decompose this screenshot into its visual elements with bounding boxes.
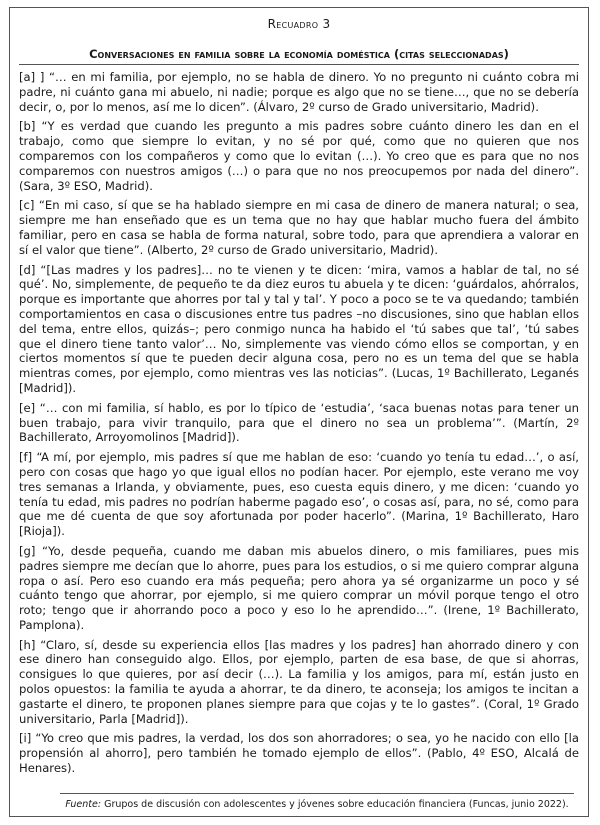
quote-list [19,70,579,776]
quote-i: [i] “Yo creo que mis padres, la verdad, los dos son ahorradores; o sea, yo he nacido con ello [la propensión al ahorro], pero también he tomado ejemplo de ellos”. (Pablo, 4º ESO, Alcalá de Henares). [19,731,579,776]
title-divider [19,64,579,65]
source-note [60,793,574,810]
quote-c: [c] “En mi caso, sí que se ha hablado siempre en mi casa de dinero de manera natural; o sea, siempre me han enseñado que es un tema que no hay que hablar mucho fuera del ámbito familiar, pero en casa se habla de forma natural, sobre todo, para que aprendiera a valorar en sí el valor que tiene”. (Alberto, 2º curso de Grado universitario, Madrid). [19,198,579,257]
quote-d: [d] “[Las madres y los padres]… no te vienen y te dicen: ‘mira, vamos a hablar de tal, no sé qué’. No, simplemente, de pequeño te da diez euros tu abuela y te dicen: ‘guárdalos, ahórralos, porque es importante que ahorres por tal y tal y tal’. Y poco a poco se te va quedando; también comportamientos en casa o discusiones entre tus padres –no discusiones, sino que hablan ellos del tema, entre ellos, quizás–; pero conmigo nunca ha habido el ‘tú sabes que tal’, ‘tú sabes que el dinero tiene tanto valor’… No, simplemente vas viendo cómo ellos se comportan, y en ciertos momentos sí que te pueden decir alguna cosa, pero no es un tema del que se habla mientras comes, por ejemplo, como mientras ves las noticias”. (Lucas, 1º Bachillerato, Leganés [Madrid]). [19,262,579,395]
box-number: Recuadro 3 [267,17,331,31]
quote-g: [g] “Yo, desde pequeña, cuando me daban mis abuelos dinero, o mis familiares, pues mis padres siempre me decían que lo ahorre, pues para los estudios, o si me quiero comprar alguna ropa o así. Pero eso cuando era más pequeña; pero ahora ya sé organizarme un poco y sé cuánto tengo que ahorrar, por ejemplo, si me quiero comprar un móvil porque tengo el otro roto; tengo que ir ahorrando poco a poco y eso lo he aprendido…”. (Irene, 1º Bachillerato, Pamplona). [19,543,579,632]
source-label: Fuente: [65,799,102,810]
quote-a: [a] ] “… en mi familia, por ejemplo, no se habla de dinero. Yo no pregunto ni cuánto cobra mi padre, ni cuánto gana mi abuelo, ni nadie; porque es algo que no se tiene…, que no se debería decir, o, por lo menos, así me lo dicen”. (Álvaro, 2º curso de Grado universitario, Madrid). [19,70,579,114]
quote-e: [e] “… con mi familia, sí hablo, es por lo típico de ‘estudia’, ‘saca buenas notas para tener un buen trabajo, para vivir tranquilo, para que el dinero no sea un problema’”. (Martín, 2º Bachillerato, Arroyomolinos [Madrid]). [19,400,579,445]
quote-b: [b] “Y es verdad que cuando les pregunto a mis padres sobre cuánto dinero les dan en el trabajo, como que siempre lo evitan, y no sé por qué, como que no quieren que nos comparemos con los compañeros y como que lo evitan (…). Yo creo que es para que no nos comparemos con nuestros amigos (…) o para que no nos preocupemos por nada del dinero”. (Sara, 3º ESO, Madrid). [19,119,579,193]
source-text: Grupos de discusión con adolescentes y jóvenes sobre educación financiera (Funcas, junio 2022). [101,799,569,810]
box-title: Conversaciones en familia sobre la economía doméstica (citas seleccionadas) [89,47,509,61]
quote-h: [h] “Claro, sí, desde su experiencia ellos [las madres y los padres] han ahorrado dinero y con ese dinero han conseguido algo. Ellos, por ejemplo, parten de esa base, de que si ahorras, consigues lo que quieres, por así decir (…). La familia y los amigos, para mí, están justo en polos opuestos: la familia te ayuda a ahorrar, te da dinero, te aconseja; los amigos te incitan a gastarte el dinero, te proponen planes siempre para que cojas y te lo gastes”. (Coral, 1º Grado universitario, Parla [Madrid]). [19,637,579,726]
quote-f: [f] “A mí, por ejemplo, mis padres sí que me hablan de eso: ‘cuando yo tenía tu edad…’, o así, pero con cosas que hago yo que igual ellos no podían hacer. Por ejemplo, este verano me voy tres semanas a Irlanda, y obviamente, pues, eso cuesta equis dinero, y me dicen: ‘cuando yo tenía tu edad, mis padres no podrían haberme pagado eso’, o cosas así, para, no sé, como para que me dé cuenta de que soy afortunada por poder hacerlo”. (Marina, 1º Bachillerato, Haro [Rioja]). [19,450,579,539]
text-box [9,7,589,817]
